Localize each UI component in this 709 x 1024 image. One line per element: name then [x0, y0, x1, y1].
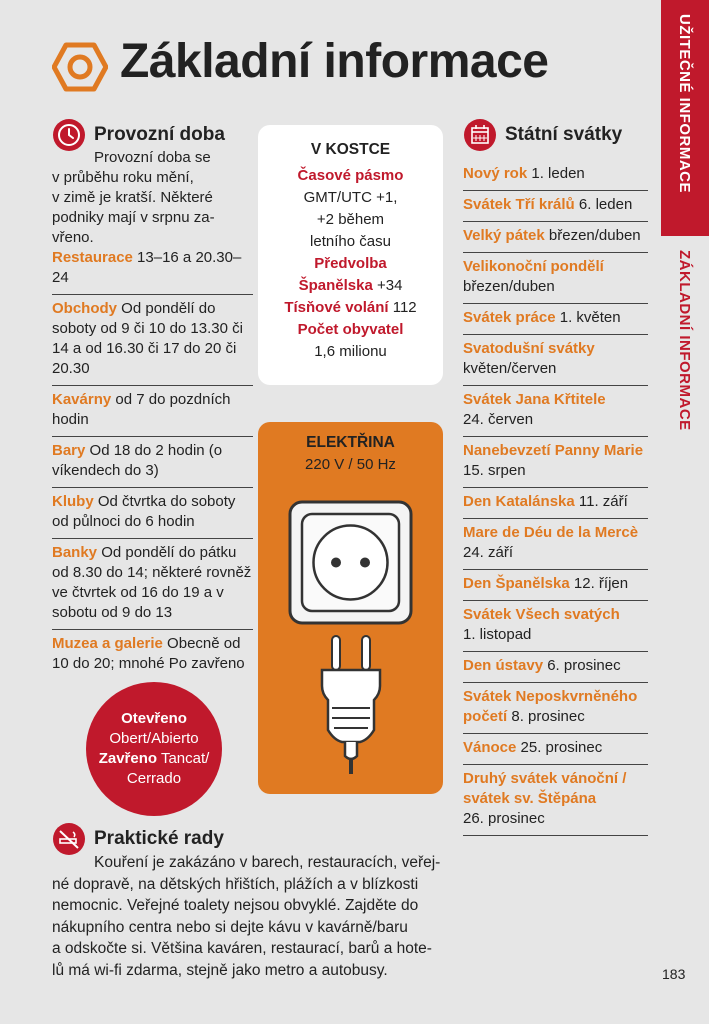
hours-entry-banks: Banky Od pondělí do pátku od 8.30 do 14; některé rovněž ve čtvrtek od 16 do 19 a v sobotu od 9 do 13: [52, 539, 253, 630]
holiday-item: Vánoce 25. prosinec: [463, 734, 648, 765]
hours-entry-cafes: Kavárny od 7 do pozdních hodin: [52, 386, 253, 437]
open-text: Obert/Abierto: [109, 730, 199, 747]
open-label: Otevřeno: [121, 710, 187, 727]
population-value: 1,6 milionu: [314, 343, 387, 360]
opening-hours-title: Provozní doba: [94, 124, 225, 145]
tips-title: Praktické rady: [94, 828, 224, 850]
holiday-item: Svátek Všech svatých 1. listopad: [463, 601, 648, 652]
open-closed-badge: [86, 682, 222, 816]
opening-hours-intro: Provozní doba se: [94, 149, 211, 166]
electricity-title: ELEKTŘINA: [306, 434, 395, 451]
page-title: Základní informace: [120, 35, 549, 88]
timezone-label: Časové pásmo: [297, 167, 404, 184]
side-section-label: ZÁKLADNÍ INFORMACE: [676, 250, 693, 431]
hours-entry-clubs: Kluby Od čtvrtka do soboty od půlnoci do 6 hodin: [52, 488, 253, 539]
holiday-item: Den ústavy 6. prosinec: [463, 652, 648, 683]
power-plug-icon: [318, 634, 384, 776]
holiday-item: Nový rok 1. leden: [463, 160, 648, 191]
opening-hours-intro-rest: v průběhu roku mění, v zimě je kratší. Některé podniky mají v srpnu za- vřeno.: [52, 169, 215, 246]
closed-label: Zavřeno: [98, 750, 158, 767]
in-brief-title: V KOSTCE: [310, 141, 391, 158]
electricity-box: [258, 422, 443, 794]
holiday-item: Velikonoční pondělí březen/duben: [463, 253, 648, 304]
timezone-line-3: letního času: [310, 233, 391, 250]
holiday-item: Mare de Déu de la Mercè 24. září: [463, 519, 648, 570]
closed-text: Tancat/: [157, 750, 210, 767]
holiday-item: Svátek Tří králů 6. leden: [463, 191, 648, 222]
dialcode-label: Předvolba: [314, 255, 387, 272]
population-label: Počet obyvatel: [297, 321, 404, 338]
holiday-item: Den Katalánska 11. září: [463, 488, 648, 519]
holiday-item: Den Španělska 12. říjen: [463, 570, 648, 601]
opening-hours-header: [52, 118, 253, 152]
emergency-row: Tísňové volání 112: [284, 299, 417, 316]
hours-entry-shops: Obchody Od pondělí do soboty od 9 či 10 do 13.30 či 14 a od 16.30 či 17 do 20 či 20.30: [52, 295, 253, 386]
page-number: 183: [662, 966, 686, 982]
closed-text-2: Cerrado: [126, 770, 182, 787]
calendar-icon: [463, 118, 497, 152]
holidays-section: [463, 118, 648, 836]
holidays-header: [463, 118, 648, 152]
timezone-line-2: +2 během: [316, 211, 385, 228]
dialcode-row: Španělska +34: [298, 277, 403, 294]
power-socket-icon: [288, 500, 413, 625]
tips-header: [52, 822, 452, 856]
timezone-line-1: GMT/UTC +1,: [303, 189, 398, 206]
holiday-item: Svatodušní svátky květen/červen: [463, 335, 648, 386]
holiday-item: Nanebevzetí Panny Marie 15. srpen: [463, 437, 648, 488]
hours-entry-museums: Muzea a galerie Obecně od 10 do 20; mnohé Po zavřeno: [52, 635, 245, 672]
clock-icon: [52, 118, 86, 152]
holiday-item: Druhý svátek vánoční / svátek sv. Štěpána 26. prosinec: [463, 765, 648, 836]
holidays-title: Státní svátky: [505, 124, 623, 145]
holiday-item: Velký pátek březen/duben: [463, 222, 648, 253]
side-tab-label: UŽITEČNÉ INFORMACE: [676, 14, 693, 193]
holiday-item: Svátek Neposkvrněného početí 8. prosinec: [463, 683, 648, 734]
holiday-item: Svátek Jana Křtitele 24. červen: [463, 386, 648, 437]
in-brief-box: [258, 125, 443, 385]
tips-body: Kouření je zakázáno v barech, restauracích, veřej- né dopravě, na dětských hřištích, plážích a v blízkosti nemocnic. Veřejné toalety nejsou obvyklé. Zajděte do nákupního centra nebo si dejte kávu v kavárně/baru a odskočte si. Většina kaváren, restaurací, barů a hote- lů má wi-fi zdarma, stejně jako metro a autobusy.: [52, 854, 441, 979]
hexagon-nut-icon: [52, 42, 108, 92]
electricity-voltage: 220 V / 50 Hz: [305, 456, 396, 473]
no-smoking-icon: [52, 822, 86, 856]
side-tab[interactable]: [661, 0, 709, 236]
tips-section: [52, 822, 452, 981]
opening-hours-section: [52, 118, 253, 680]
holiday-item: Svátek práce 1. květen: [463, 304, 648, 335]
hours-entry-restaurants: Restaurace 13–16 a 20.30–24: [52, 248, 253, 295]
hours-entry-bars: Bary Od 18 do 2 hodin (o víkendech do 3): [52, 437, 253, 488]
